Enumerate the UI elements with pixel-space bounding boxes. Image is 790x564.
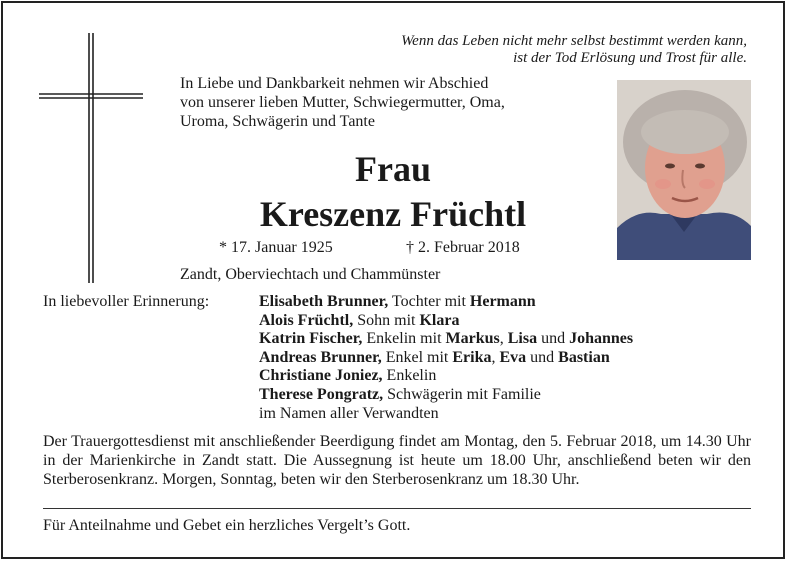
mourner-name: Eva (499, 348, 527, 366)
mourner-name: Lisa (507, 330, 538, 348)
intro-line: In Liebe und Dankbarkeit nehmen wir Abschied (180, 75, 489, 92)
intro-line: Uroma, Schwägerin und Tante (180, 113, 375, 130)
mourner-line (259, 349, 633, 368)
mourner-name: Hermann (469, 293, 536, 310)
motto-line: ist der Tod Erlösung und Trost für alle. (513, 50, 747, 66)
thanks-text: Für Anteilnahme und Gebet ein herzliches Vergelt’s Gott. (43, 517, 411, 534)
mourner-name: Christiane Joniez, (259, 367, 383, 385)
mourner-name: Markus (445, 330, 500, 348)
mourner-relation: Tochter mit (388, 293, 470, 310)
portrait-photo (617, 80, 751, 260)
mourner-name: Alois Früchtl, (259, 311, 354, 329)
intro-line: von unserer lieben Mutter, Schwiegermutter, Oma, (180, 94, 505, 111)
mourner-line (259, 367, 633, 386)
mourner-relation: , (491, 348, 500, 366)
mourner-line (259, 293, 633, 312)
mourner-name: Therese Pongratz, (259, 385, 384, 403)
mourner-relation: im Namen aller Verwandten (259, 404, 439, 422)
intro-text (180, 74, 600, 131)
mourner-name: Erika (452, 348, 492, 366)
memory-label: In liebevoller Erinnerung: (43, 293, 210, 310)
mourner-name: Elisabeth Brunner, (259, 293, 389, 310)
mourner-line (259, 330, 633, 349)
mourner-relation: , (499, 330, 508, 348)
mourner-relation: Sohn mit (353, 311, 420, 329)
mourner-relation: Enkel mit (381, 348, 453, 366)
portrait-image (617, 80, 751, 260)
mourner-line (259, 405, 633, 424)
places: Zandt, Oberviechtach und Chammünster (180, 266, 441, 283)
birth-date: * 17. Januar 1925 (219, 239, 333, 256)
mourner-line (259, 386, 633, 405)
death-date: † 2. Februar 2018 (406, 239, 520, 256)
divider (43, 508, 751, 509)
service-details: Der Trauergottesdienst mit anschließender Beerdigung findet am Montag, den 5. Februar 2018, um 14.30 Uhr in der Marienkirche in Zandt statt. Die Aussegnung ist heute um 18.00 Uhr, anschließend beten wir den Sterberosenkranz. Morgen, Sonntag, beten wir den Sterberosenkranz um 18.30 Uhr. (43, 433, 751, 488)
mourner-list (259, 293, 633, 423)
mourner-relation: Enkelin (382, 367, 437, 385)
motto (287, 33, 747, 67)
deceased-name: Kreszenz Früchtl (259, 194, 527, 234)
mourner-name: Bastian (558, 348, 610, 366)
mourner-relation: Schwägerin mit Familie (383, 385, 541, 403)
mourner-line (259, 312, 633, 331)
mourner-name: Klara (419, 311, 460, 329)
mourner-name: Andreas Brunner, (259, 348, 382, 366)
mourner-name: Johannes (569, 330, 634, 348)
mourner-relation: Enkelin mit (362, 330, 446, 348)
salutation: Frau (355, 149, 431, 189)
cross-icon (39, 33, 143, 283)
mourner-relation: und (537, 330, 570, 348)
obituary-notice (1, 1, 785, 559)
motto-line: Wenn das Leben nicht mehr selbst bestimmt werden kann, (401, 33, 747, 49)
mourner-relation: und (526, 348, 559, 366)
mourner-name: Katrin Fischer, (259, 330, 363, 348)
